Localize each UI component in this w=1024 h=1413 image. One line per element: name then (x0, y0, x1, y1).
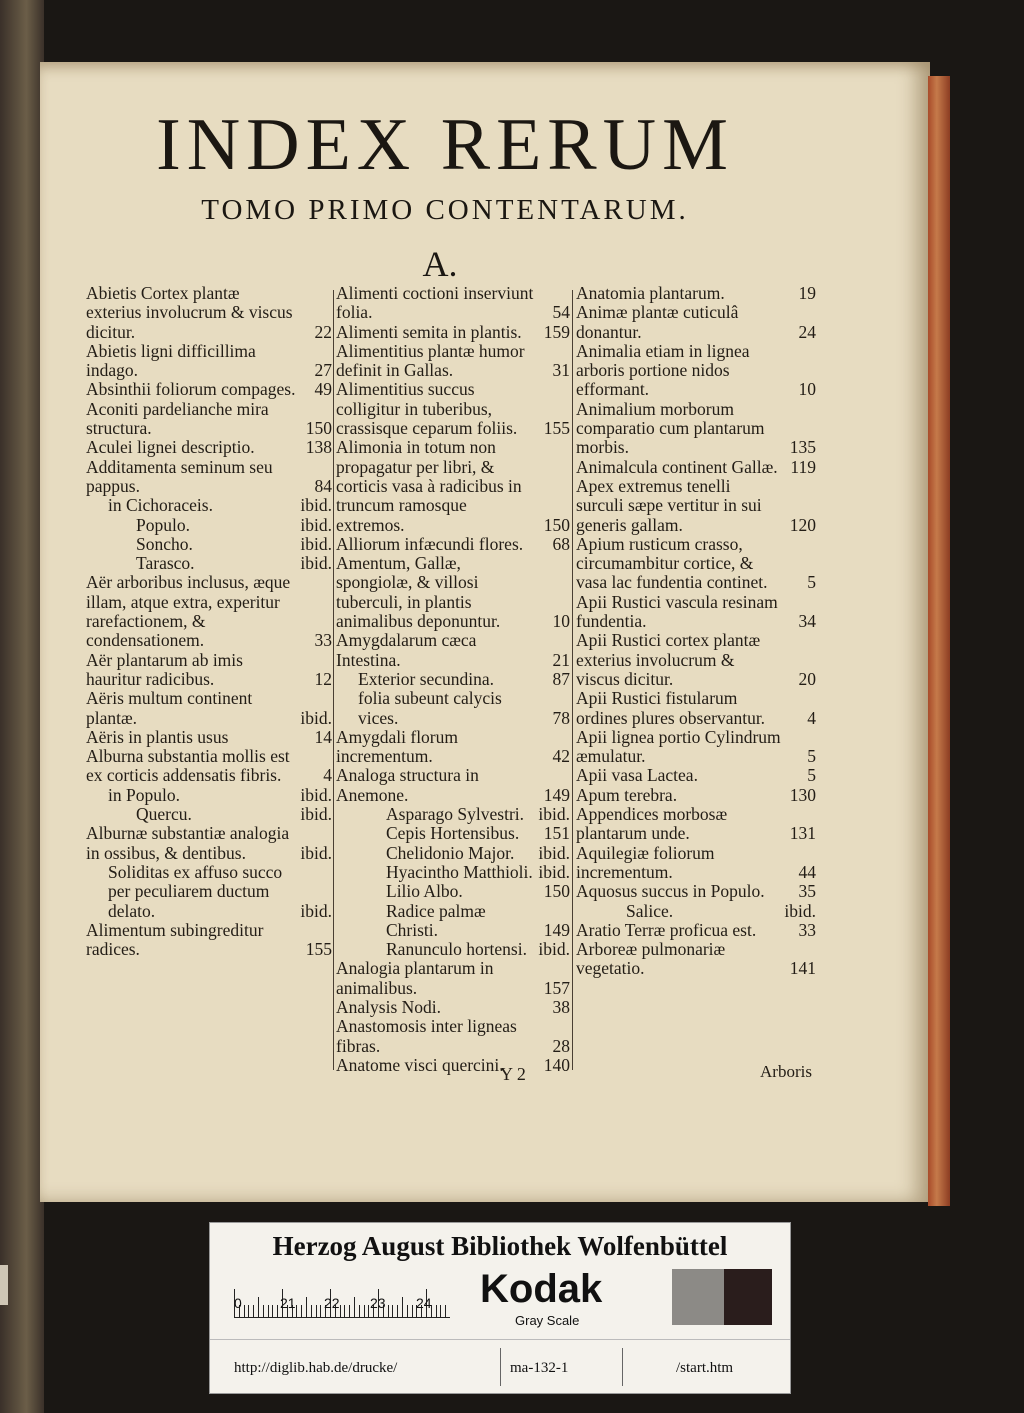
entry-page-number: ibid. (538, 939, 570, 960)
entry-text: Alimenti semita in plantis. (336, 321, 522, 342)
entry-page-number: ibid. (300, 533, 332, 554)
index-entry (576, 940, 816, 979)
entry-text: Aër plantarum ab imis hauritur radicibus. (86, 649, 243, 689)
entry-text: Abietis Cortex plantæ exterius involucrum & viscus dicitur. (86, 283, 293, 342)
index-entry (336, 342, 570, 381)
index-entry (336, 863, 570, 882)
entry-page-number: 4 (323, 765, 332, 786)
index-entry (86, 921, 332, 960)
entry-text: Lilio Albo. (386, 881, 463, 902)
entry-page-number: 141 (789, 958, 816, 979)
entry-page-number: 12 (314, 668, 332, 689)
ruler-tick (263, 1305, 264, 1317)
entry-page-number: 20 (798, 668, 816, 689)
index-entry (336, 824, 570, 843)
index-entry (86, 573, 332, 650)
ruler-tick (364, 1305, 365, 1317)
entry-page-number: 149 (543, 919, 570, 940)
index-entry (576, 882, 816, 901)
index-entry (336, 1017, 570, 1056)
entry-page-number: 157 (543, 977, 570, 998)
entry-text: Anastomosis inter ligneas fibras. (336, 1016, 517, 1056)
entry-text: Arboreæ pulmonariæ vegetatio. (576, 939, 726, 979)
ruler-tick (392, 1305, 393, 1317)
entry-text: Aquilegiæ foliorum incrementum. (576, 842, 715, 882)
entry-page-number: 150 (543, 881, 570, 902)
entry-page-number: 19 (798, 283, 816, 303)
entry-text: Exterior secundina. (358, 668, 495, 689)
library-name: Herzog August Bibliothek Wolfenbüttel (272, 1231, 728, 1261)
entry-text: in Populo. (108, 784, 180, 805)
entry-text: Anatome visci quercini. (336, 1054, 504, 1075)
entry-text: Asparago Sylvestri. (386, 804, 525, 825)
entry-text: Apii Rustici vascula resinam fundentia. (576, 591, 778, 632)
index-entry (336, 728, 570, 767)
entry-text: Tarasco. (136, 553, 195, 574)
index-entry (576, 593, 816, 632)
index-entry (576, 284, 816, 303)
entry-page-number: 155 (305, 939, 332, 960)
index-entry (576, 400, 816, 458)
start-page: /start.htm (676, 1360, 734, 1376)
entry-page-number: 10 (552, 611, 570, 632)
entry-text: Alliorum infæcundi flores. (336, 533, 524, 554)
index-entry (86, 458, 332, 497)
index-entry (336, 438, 570, 534)
index-entry (86, 728, 332, 747)
entry-page-number: 150 (305, 418, 332, 439)
index-entry (86, 863, 332, 921)
entry-page-number: 33 (798, 919, 816, 940)
book-left-edge (0, 0, 44, 1413)
entry-text: Absinthii foliorum compages. (86, 379, 296, 400)
entry-text: Apii lignea portio Cylindrum æmulatur. (576, 726, 781, 767)
entry-text: Additamenta seminum seu pappus. (86, 456, 273, 496)
index-entry (576, 689, 816, 728)
signature-mark: Y 2 (500, 1064, 526, 1084)
entry-page-number: 42 (552, 746, 570, 767)
index-entry (86, 824, 332, 863)
entry-text: Alburna substantia mollis est ex corticis addensatis fibris. (86, 746, 290, 786)
index-entry (576, 921, 816, 940)
ruler-tick (354, 1297, 355, 1317)
entry-text: Soliditas ex affuso succo per peculiarem ductum delato. (108, 861, 283, 921)
ruler-tick (316, 1305, 317, 1317)
entry-text: Alimentum subingreditur radices. (86, 919, 264, 960)
entry-page-number: 131 (789, 823, 816, 844)
index-entry (336, 554, 570, 631)
entry-page-number: 119 (790, 456, 816, 477)
entry-page-number: 135 (789, 437, 816, 458)
index-entry (336, 284, 570, 323)
entry-page-number: 34 (798, 611, 816, 632)
ruler-tick (445, 1305, 446, 1317)
entry-page-number: 4 (807, 707, 816, 728)
entry-page-number: 120 (789, 514, 816, 535)
ruler-label: 24 (416, 1295, 432, 1311)
entry-page-number: 28 (552, 1035, 570, 1056)
entry-text: Analoga structura in Anemone. (336, 765, 479, 805)
index-entry (576, 342, 816, 400)
source-url: http://diglib.hab.de/drucke/ (234, 1360, 398, 1376)
ruler-tick (412, 1305, 413, 1317)
index-entry (86, 438, 332, 457)
kodak-logo: Kodak (480, 1267, 603, 1311)
index-entry (576, 844, 816, 883)
entry-page-number: ibid. (300, 900, 332, 921)
entry-text: Aëris multum continent plantæ. (86, 688, 253, 728)
index-entry (86, 342, 332, 381)
entry-page-number: 38 (552, 996, 570, 1017)
ruler-tick (301, 1305, 302, 1317)
entry-text: Cepis Hortensibus. (386, 823, 520, 844)
entry-text: Alimenti coctioni inserviunt folia. (336, 283, 534, 323)
index-entry (576, 728, 816, 767)
ruler-tick (397, 1305, 398, 1317)
entry-page-number: 54 (552, 302, 570, 323)
entry-text: Apium rusticum crasso, circumambitur cortice, & vasa lac fundentia continet. (576, 533, 768, 593)
entry-text: Animalcula continent Gallæ. (576, 456, 778, 477)
index-column-2 (336, 284, 570, 1075)
entry-text: Amygdalarum cæca Intestina. (336, 630, 477, 670)
entry-page-number: ibid. (300, 804, 332, 825)
index-entry (576, 766, 816, 785)
entry-page-number: 68 (552, 533, 570, 554)
footer-divider (622, 1348, 623, 1386)
entry-text: Amygdali florum incrementum. (336, 726, 458, 767)
page-subtitle: TOMO PRIMO CONTENTARUM. (201, 194, 689, 226)
entry-page-number: 27 (314, 360, 332, 381)
dark-patch (724, 1269, 772, 1325)
index-entry (576, 786, 816, 805)
entry-text: Appendices morbosæ plantarum unde. (576, 804, 728, 844)
catchword: Arboris (760, 1062, 812, 1081)
index-entry (576, 805, 816, 844)
index-entry (336, 902, 570, 941)
index-entry (86, 380, 332, 399)
index-entry (86, 651, 332, 690)
entry-text: Anatomia plantarum. (576, 283, 725, 303)
index-entry (576, 631, 816, 689)
page-title: INDEX RERUM (156, 104, 734, 186)
entry-page-number: ibid. (300, 514, 332, 535)
entry-text: Apii Rustici fistularum ordines plures observantur. (576, 688, 766, 728)
index-entry (336, 882, 570, 901)
ruler-tick (344, 1305, 345, 1317)
ruler-tick (320, 1305, 321, 1317)
gray-patch (672, 1269, 724, 1325)
ruler-tick (402, 1297, 403, 1317)
entry-page-number: 22 (314, 321, 332, 342)
ruler-tick (248, 1305, 249, 1317)
shelfmark-code: ma-132-1 (510, 1360, 569, 1376)
ruler-tick (407, 1305, 408, 1317)
ruler-tick (311, 1305, 312, 1317)
index-column-3 (576, 284, 816, 979)
library-card (209, 1222, 791, 1394)
ruler-tick (244, 1305, 245, 1317)
ruler-tick (436, 1305, 437, 1317)
entry-text: Alimonia in totum non propagatur per libri, & corticis vasa à radicibus in truncum ramosque extremos. (336, 437, 522, 535)
ruler-label: 0 (234, 1295, 242, 1311)
entry-text: Soncho. (136, 533, 193, 554)
entry-page-number: ibid. (538, 861, 570, 882)
entry-page-number: 31 (552, 360, 570, 381)
entry-page-number: 155 (543, 418, 570, 439)
entry-page-number: 78 (552, 707, 570, 728)
entry-text: Aër arboribus inclusus, æque illam, atque extra, experitur rarefactionem, & condensationem. (86, 572, 291, 651)
entry-text: Analysis Nodi. (336, 996, 441, 1017)
entry-page-number: ibid. (300, 784, 332, 805)
entry-text: Aratio Terræ proficua est. (576, 919, 757, 940)
entry-text: Apii Rustici cortex plantæ exterius involucrum & viscus dicitur. (576, 630, 761, 689)
entry-text: Aconiti pardelianche mira structura. (86, 398, 269, 439)
entry-page-number: 159 (543, 321, 570, 342)
entry-page-number: ibid. (538, 842, 570, 863)
entry-text: Radice palmæ Christi. (386, 900, 486, 940)
index-entry (336, 689, 570, 728)
index-entry (336, 631, 570, 670)
entry-text: Abietis ligni difficillima indago. (86, 340, 256, 381)
entry-page-number: 49 (314, 379, 332, 400)
index-entry (576, 303, 816, 342)
ruler-label: 21 (280, 1295, 296, 1311)
entry-text: Aquosus succus in Populo. (576, 881, 765, 902)
entry-text: Animalia etiam in lignea arboris portione nidos efformant. (576, 340, 750, 400)
index-entry (336, 805, 570, 824)
ruler-tick (277, 1305, 278, 1317)
index-entry (336, 323, 570, 342)
entry-page-number: ibid. (538, 804, 570, 825)
column-divider-1 (333, 290, 334, 1070)
entry-page-number: 5 (807, 746, 816, 767)
ruler-tick (253, 1305, 254, 1317)
ruler-tick (296, 1305, 297, 1317)
ruler-tick (268, 1305, 269, 1317)
entry-text: Amentum, Gallæ, spongiolæ, & villosi tuberculi, in plantis animalibus deponuntur. (336, 553, 501, 632)
entry-text: Hyacintho Matthioli. (386, 861, 533, 882)
entry-page-number: 150 (543, 514, 570, 535)
index-entry (86, 786, 332, 805)
card-footer (210, 1339, 790, 1394)
entry-text: folia subeunt calycis vices. (358, 688, 502, 728)
entry-text: Alimentitius succus colligitur in tuberibus, crassisque ceparum foliis. (336, 379, 518, 439)
entry-text: Aëris in plantis usus (86, 726, 229, 747)
index-entry (86, 516, 332, 535)
entry-page-number: 140 (543, 1054, 570, 1075)
entry-text: Chelidonio Major. (386, 842, 515, 863)
ruler-label: 23 (370, 1295, 386, 1311)
index-entry (576, 458, 816, 477)
entry-text: Populo. (136, 514, 190, 535)
scan-edge-stripe (0, 1265, 8, 1305)
entry-page-number: ibid. (300, 842, 332, 863)
entry-text: Apii vasa Lactea. (576, 765, 698, 786)
entry-page-number: 87 (552, 668, 570, 689)
ruler-tick (440, 1305, 441, 1317)
index-entry (336, 940, 570, 959)
entry-text: Animæ plantæ cuticulâ donantur. (576, 302, 739, 342)
gray-scale-label: Gray Scale (515, 1313, 580, 1328)
section-letter: A. (422, 244, 458, 284)
index-entry (86, 400, 332, 439)
entry-page-number: 35 (798, 881, 816, 902)
entry-page-number: 10 (798, 379, 816, 400)
ruler-tick (272, 1305, 273, 1317)
entry-page-number: 138 (305, 437, 332, 458)
entry-page-number: ibid. (300, 707, 332, 728)
entry-page-number: ibid. (784, 900, 816, 921)
entry-text: Ranunculo hortensi. (386, 939, 527, 960)
entry-text: Analogia plantarum in animalibus. (336, 958, 494, 998)
index-entry (86, 747, 332, 786)
index-entry (86, 284, 332, 342)
entry-page-number: 33 (314, 630, 332, 651)
ruler-tick (359, 1305, 360, 1317)
index-entry (336, 959, 570, 998)
entry-page-number: 130 (789, 784, 816, 805)
entry-text: Salice. (626, 900, 674, 921)
entry-page-number: 84 (314, 475, 332, 496)
entry-page-number: ibid. (300, 495, 332, 516)
entry-page-number: 24 (798, 321, 816, 342)
entry-text: Quercu. (136, 804, 192, 825)
ruler-tick (258, 1297, 259, 1317)
entry-text: Alburnæ substantiæ analogia in ossibus, & dentibus. (86, 823, 290, 863)
entry-page-number: 149 (543, 784, 570, 805)
entry-page-number: 5 (807, 572, 816, 593)
index-entry (336, 380, 570, 438)
ruler-tick (306, 1297, 307, 1317)
index-entry (576, 902, 816, 921)
index-entry (576, 535, 816, 593)
index-entry (336, 1056, 570, 1075)
entry-text: Apex extremus tenelli surculi sæpe vertitur in sui generis gallam. (576, 475, 762, 535)
entry-page-number: 151 (543, 823, 570, 844)
index-entry (336, 766, 570, 805)
index-entry (336, 535, 570, 554)
index-entry (86, 805, 332, 824)
index-entry (336, 670, 570, 689)
index-entry (86, 689, 332, 728)
ruler-tick (388, 1305, 389, 1317)
entry-page-number: 5 (807, 765, 816, 786)
ruler-label: 22 (324, 1295, 340, 1311)
index-entry (336, 998, 570, 1017)
entry-text: Alimentitius plantæ humor definit in Gallas. (336, 340, 525, 381)
index-entry (86, 554, 332, 573)
entry-page-number: 21 (552, 649, 570, 670)
index-entry (86, 496, 332, 515)
column-divider-2 (572, 290, 573, 1070)
entry-page-number: 14 (314, 726, 332, 747)
ruler-tick (349, 1305, 350, 1317)
entry-text: Aculei lignei descriptio. (86, 437, 255, 458)
entry-text: in Cichoraceis. (108, 495, 213, 516)
entry-page-number: ibid. (300, 553, 332, 574)
entry-page-number: 44 (798, 861, 816, 882)
entry-text: Apum terebra. (576, 784, 678, 805)
index-column-1 (86, 284, 332, 959)
entry-text: Animalium morborum comparatio cum plantarum morbis. (576, 398, 765, 458)
index-entry (86, 535, 332, 554)
page-fore-edge (928, 76, 950, 1206)
index-entry (336, 844, 570, 863)
footer-divider (500, 1348, 501, 1386)
index-entry (576, 477, 816, 535)
